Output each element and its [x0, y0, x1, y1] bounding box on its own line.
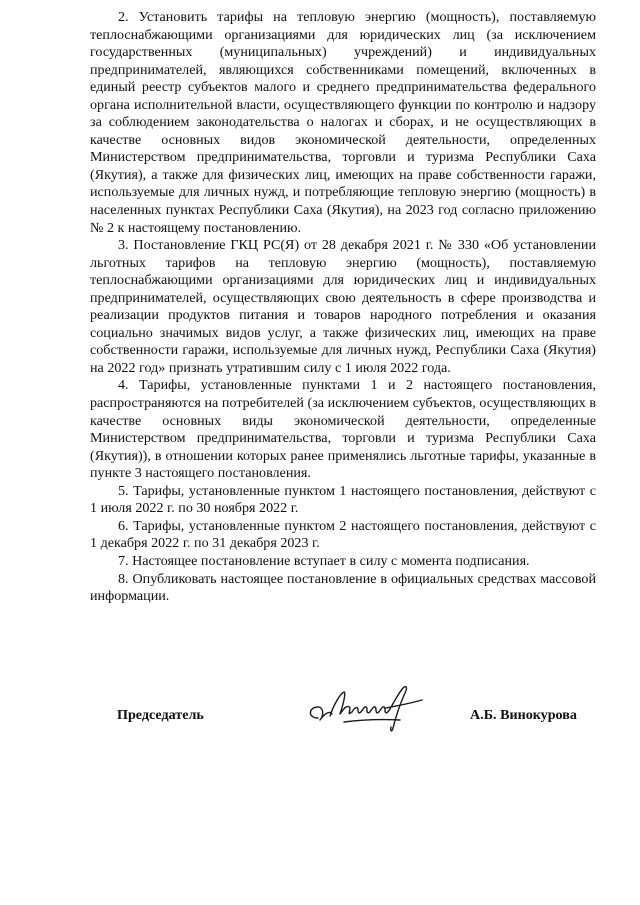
- paragraph-2: 2. Установить тарифы на тепловую энергию (мощность), поставляемую теплоснабжающими организациями для юридических лиц (за исключением государственных (муниципальных) учреждений) и индивидуальных предпринимателей, являющихся собственниками помещений, включенных в единый реестр субъектов малого и среднего предпринимательства федерального органа исполнительной власти, осуществляющего функции по контролю и надзору за соблюдением законодательства о налогах и сборах, и не осуществляющих в качестве основных видов экономической деятельности, определенных Министерством предпринимательства, торговли и туризма Республики Саха (Якутия), а также для физических лиц, имеющих на праве собственности гаражи, используемые для личных нужд, и потребляющие тепловую энергию (мощность) в населенных пунктах Республики Саха (Якутия), на 2023 год согласно приложению № 2 к настоящему постановлению.: [90, 9, 596, 236]
- paragraph-3: 3. Постановление ГКЦ РС(Я) от 28 декабря 2021 г. № 330 «Об установлении льготных тарифов на тепловую энергию (мощность), поставляемую теплоснабжающими организациями для юридических лиц и индивидуальных предпринимателей, осуществляющих свою деятельность в сфере производства и реализации продуктов питания и товаров народного потребления и оказания социально значимых видов услуг, а также физических лиц, имеющих на праве собственности гаражи, используемые для личных нужд, Республики Саха (Якутия) на 2022 год» признать утратившим силу с 1 июля 2022 года.: [90, 237, 596, 376]
- paragraph-5: 5. Тарифы, установленные пунктом 1 настоящего постановления, действуют с 1 июля 2022 г. по 30 ноября 2022 г.: [90, 482, 596, 517]
- paragraph-6: 6. Тарифы, установленные пунктом 2 настоящего постановления, действуют с 1 декабря 2022 г. по 31 декабря 2023 г.: [90, 517, 596, 552]
- paragraph-7: 7. Настоящее постановление вступает в силу с момента подписания.: [118, 552, 530, 569]
- signatory-name: А.Б. Винокурова: [470, 707, 577, 723]
- paragraph-8: 8. Опубликовать настоящее постановление в официальных средствах массовой информации.: [90, 570, 596, 605]
- handwritten-signature: [300, 680, 435, 735]
- signatory-title: Председатель: [117, 707, 204, 723]
- paragraph-4: 4. Тарифы, установленные пунктами 1 и 2 настоящего постановления, распространяются на потребителей (за исключением субъектов, осуществляющих в качестве основных виды экономической деятельности, определенные Министерством предпринимательства, торговли и туризма Республики Саха (Якутия)), в отношении которых ранее применялись льготные тарифы, указанные в пункте 3 настоящего постановления.: [90, 377, 596, 482]
- signature-block: [0, 680, 640, 740]
- document-body: [90, 9, 596, 606]
